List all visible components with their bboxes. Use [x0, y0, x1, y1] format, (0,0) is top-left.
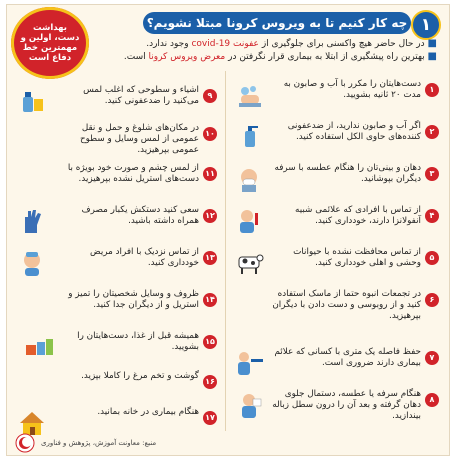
food-icon [17, 333, 61, 361]
hand-hygiene-badge [11, 7, 89, 79]
distance-icon [235, 349, 265, 377]
tip-number: ۱۱ [203, 167, 217, 181]
intro1-b: عفونت covid-19 [191, 39, 259, 49]
tip-16 [11, 371, 221, 405]
tip-text: دهان و بینی‌تان را هنگام عطسه با سرفه دیگران بپوشانید. [274, 163, 421, 184]
tip-6 [229, 289, 443, 333]
sanitizer-icon [235, 123, 265, 151]
tip-text: حفظ فاصله یک متری با کسانی که علائم بیماری دارند ضروری است. [274, 347, 421, 368]
tip-text: اگر آب و صابون ندارید، از ضدعفونی کننده‌های حاوی الکل استفاده کنید. [287, 121, 421, 142]
tip-13 [11, 247, 221, 281]
tip-number: ۶ [425, 293, 439, 307]
intro1-a: در حال حاضر هیچ واکسنی برای جلوگیری از [261, 39, 425, 49]
intro-line-1: ■ در حال حاضر هیچ واکسنی برای جلوگیری از عفونت covid-19 وجود ندارد. [146, 38, 437, 49]
tip-2 [229, 121, 443, 155]
column-divider [225, 71, 226, 431]
badge-text: بهداشت دست، اولین و مهمترین خط دفاع است [20, 23, 80, 63]
intro1-c: وجود ندارد. [146, 39, 189, 49]
tip-text: از تماس با افرادی که علائمی شبیه آنفولانزا دارند، خودداری کنید. [295, 205, 421, 226]
tip-number: ۱۳ [203, 251, 217, 265]
tip-7 [229, 347, 443, 381]
tip-text: گوشت و تخم مرغ را کاملا بپزید. [81, 371, 199, 381]
tip-number: ۷ [425, 351, 439, 365]
tip-number: ۵ [425, 251, 439, 265]
infographic-poster [6, 4, 450, 456]
footer-source: منبع: معاونت آموزش، پژوهش و فناوری [41, 439, 157, 447]
patient-icon [17, 249, 47, 277]
spray-icon [17, 87, 47, 115]
tip-text: ظروف و وسایل شخصیتان را تمیز و استریل و از دیگران جدا کنید. [68, 289, 199, 310]
tip-1 [229, 79, 443, 113]
tip-number: ۲ [425, 125, 439, 139]
tissue-icon [235, 391, 265, 419]
tip-text: در مکان‌های شلوغ و حمل و نقل عمومی از لمس وسایل و سطوح عمومی بپرهیزید. [79, 123, 199, 155]
tip-text: هنگام بیماری در خانه بمانید. [97, 407, 199, 417]
intro2-b: معرض ویروس کرونا [148, 52, 226, 62]
cow-icon [235, 249, 265, 277]
tip-number: ۳ [425, 167, 439, 181]
tip-15 [11, 331, 221, 365]
tip-8 [229, 389, 443, 429]
intro2-c: است. [123, 52, 146, 62]
tip-number: ۱۲ [203, 209, 217, 223]
sneeze-icon [235, 165, 265, 193]
tip-number: ۱۴ [203, 293, 217, 307]
tip-4 [229, 205, 443, 239]
red-crescent-logo-icon [15, 433, 35, 453]
tip-number: ۸ [425, 393, 439, 407]
tip-number: ۱۰ [203, 127, 217, 141]
tip-number: ۹ [203, 89, 217, 103]
tip-10 [11, 123, 221, 157]
tip-text: از تماس محافظت نشده با حیوانات وحشی و اهلی خودداری کنید. [293, 247, 421, 268]
page-title: چه کار کنیم تا به ویروس کرونا مبتلا نشویم؟ [143, 12, 411, 34]
tip-number: ۱ [425, 83, 439, 97]
intro-line-2: ■ بهترین راه پیشگیری از ابتلا به بیماری قرار نگرفتن در معرض ویروس کرونا است. [123, 51, 437, 62]
tip-number: ۱۷ [203, 411, 217, 425]
tip-number: ۴ [425, 209, 439, 223]
tip-text: در تجمعات انبوه حتما از ماسک استفاده کنید و از روبوسی و دست دادن با دیگران بپرهیزید. [272, 289, 421, 321]
tip-11 [11, 163, 221, 197]
glove-icon [17, 207, 47, 235]
tip-3 [229, 163, 443, 197]
tip-text: دست‌هایتان را مکرر با آب و صابون به مدت ۲۰ ثانیه بشویید. [283, 79, 421, 100]
tip-9 [11, 85, 221, 119]
tip-12 [11, 205, 221, 239]
tip-text: از تماس نزدیک با افراد مریض خودداری کنید. [90, 247, 199, 268]
handwash-icon [235, 81, 265, 109]
tip-number: ۱۶ [203, 375, 217, 389]
tip-14 [11, 289, 221, 323]
intro2-a: بهترین راه پیشگیری از ابتلا به بیماری قرار نگرفتن در [228, 52, 425, 62]
tip-text: سعی کنید دستکش یکبار مصرف همراه داشته باشید. [81, 205, 199, 226]
sick-person-icon [235, 207, 265, 235]
tip-text: همیشه قبل از غذا، دست‌هایتان را بشویید. [77, 331, 199, 352]
tip-5 [229, 247, 443, 281]
tip-text: هنگام سرفه یا عطسه، دستمال جلوی دهان گرفته و بعد آن را درون سطل زباله بیندازید. [272, 389, 421, 421]
tip-text: از لمس چشم و صورت خود بویژه با دست‌های استریل نشده بپرهیزید. [67, 163, 199, 184]
tip-text: اشیاء و سطوحی که اغلب لمس می‌کنید را ضدعفونی کنید. [83, 85, 199, 106]
section-number: ۱ [411, 10, 441, 40]
footer [11, 433, 447, 455]
tip-number: ۱۵ [203, 335, 217, 349]
